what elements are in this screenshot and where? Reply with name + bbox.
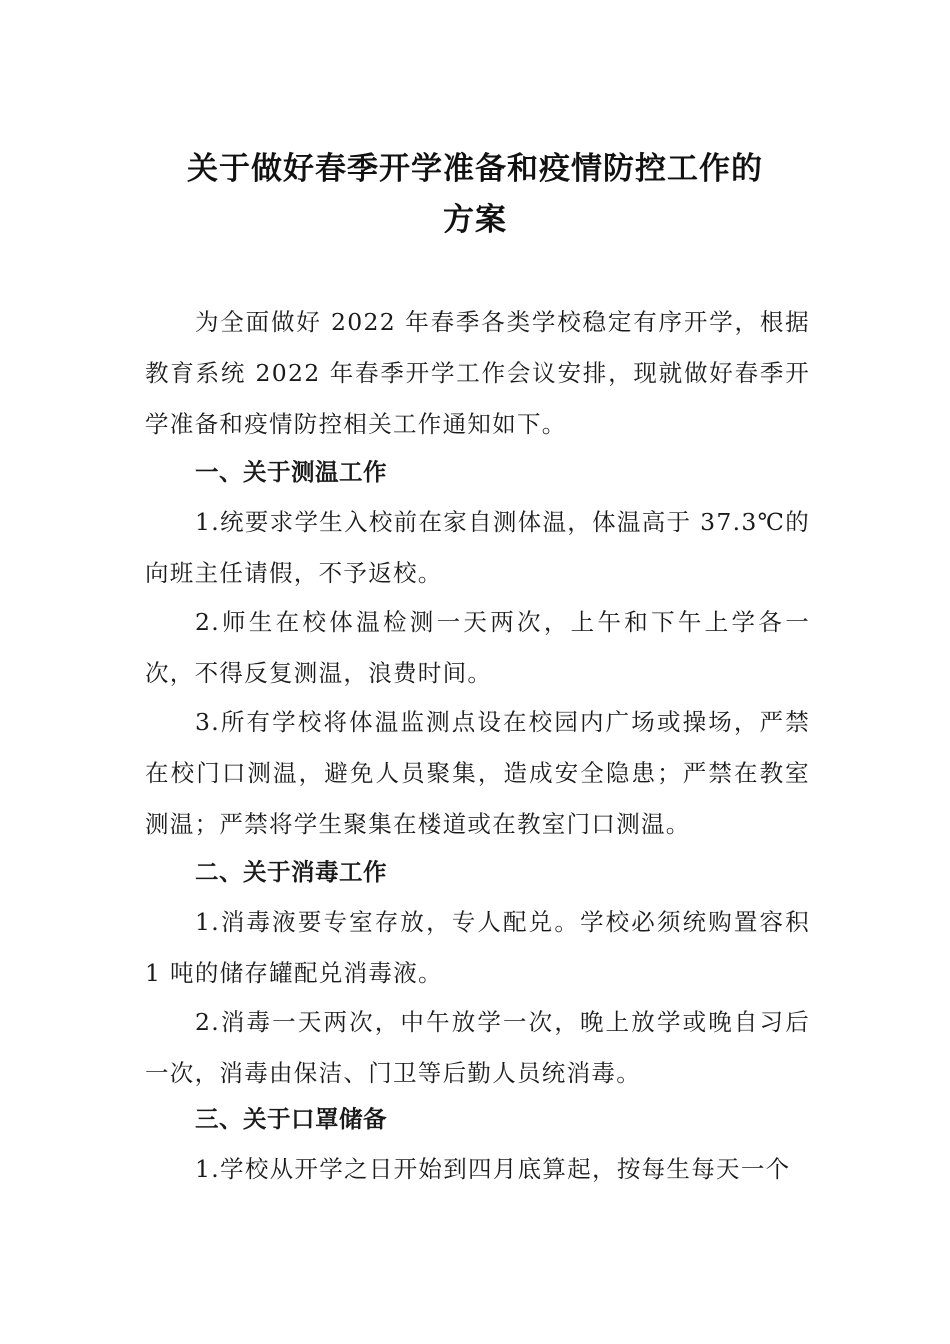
paragraph-masks-1: 1.学校从开学之日开始到四月底算起，按每生每天一个 (195, 1155, 791, 1183)
intro-paragraph: 为全面做好 2022 年春季各类学校稳定有序开学，根据教育系统 2022 年春季开学工作会议安排，现就做好春季开学准备和疫情防控相关工作通知如下。 (145, 308, 810, 438)
document-title-line-1: 关于做好春季开学准备和疫情防控工作的 (187, 151, 763, 187)
document-title-line-2: 方案 (443, 202, 507, 238)
paragraph-disinfection-1: 1.消毒液要专室存放，专人配兑。学校必须统购置容积 1 吨的储存罐配兑消毒液。 (145, 908, 810, 987)
paragraph-temperature-2: 2.师生在校体温检测一天两次，上午和下午上学各一次，不得反复测温，浪费时间。 (145, 608, 810, 687)
paragraph-temperature-3: 3.所有学校将体温监测点设在校园内广场或操场，严禁在校门口测温，避免人员聚集，造成安全隐患；严禁在教室测温；严禁将学生聚集在楼道或在教室门口测温。 (145, 708, 810, 838)
section-heading-temperature: 一、关于测温工作 (195, 458, 387, 486)
section-heading-disinfection: 二、关于消毒工作 (195, 858, 387, 886)
section-heading-masks: 三、关于口罩储备 (195, 1105, 387, 1133)
paragraph-disinfection-2: 2.消毒一天两次，中午放学一次，晚上放学或晚自习后一次，消毒由保洁、门卫等后勤人员统消毒。 (145, 1008, 810, 1087)
paragraph-temperature-1: 1.统要求学生入校前在家自测体温，体温高于 37.3℃的向班主任请假，不予返校。 (145, 508, 810, 587)
